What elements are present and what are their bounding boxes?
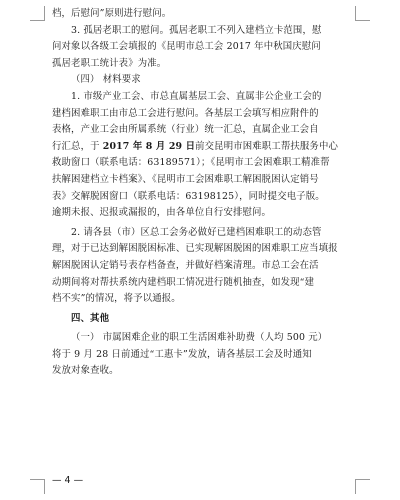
paragraph-line: 动期间将对帮扶系统内建档职工情况进行随机抽查，如发现“建 xyxy=(52,276,315,288)
page-number: — 4 — xyxy=(52,475,84,486)
paragraph-line: 扶解困建档立卡档案》、《昆明市工会困难职工解困脱困认定销号 xyxy=(52,173,319,185)
text-segment: 行汇总，于 xyxy=(52,140,103,152)
section-heading-other: 四、其他 xyxy=(71,312,110,324)
paragraph-line: 表》交解脱困窗口（联系电话：63198125），同时提交电子版。 xyxy=(52,190,325,202)
paragraph-line: 档不实”的情况，将予以通报。 xyxy=(52,293,181,305)
paragraph-line: 救助窗口（联系电话：63189571）；《昆明市工会困难职工精准帮 xyxy=(52,157,330,169)
paragraph-line: 2. 请各县（市）区总工会务必做好已建档困难职工的动态管 xyxy=(71,226,322,238)
paragraph-line: 孤居老职工统计表》为准。 xyxy=(52,57,167,69)
deadline-date: 2017 年 8 月 29 日 xyxy=(102,140,196,152)
text-segment: 前交昆明市困难职工帮扶服务中心 xyxy=(195,140,339,152)
paragraph-line: （一） 市属困难企业的职工生活困难补助费（人均 500 元） xyxy=(71,332,328,344)
paragraph-line: 理，对于已达到解困脱困标准、已实现解困脱困的困难职工应当填报 xyxy=(52,243,338,255)
paragraph-line: 发放对象查收。 xyxy=(52,365,119,377)
paragraph-line: 表格，产业工会由所属系统（行业）统一汇总，直属企业工会自 xyxy=(52,124,319,136)
section-heading-materials: （四） 材料要求 xyxy=(71,74,141,86)
paragraph-line: 建档困难职工由市总工会进行慰问。各基层工会填写相应附件的 xyxy=(52,107,319,119)
document-body xyxy=(52,6,350,380)
paragraph-line: 逾期未报、迟报或漏报的，由各单位自行安排慰问。 xyxy=(52,207,272,219)
crop-mark-top-right xyxy=(355,6,370,21)
paragraph-line: 1. 市级产业工会、市总直属基层工会、直属非公企业工会的 xyxy=(71,90,322,102)
crop-mark-bottom-left xyxy=(30,479,45,494)
crop-mark-top-left xyxy=(30,6,45,21)
paragraph-line: 将于 9 月 28 日前通过“工惠卡”发放，请各基层工会及时通知 xyxy=(52,348,312,360)
crop-mark-bottom-right xyxy=(355,479,370,494)
paragraph-line xyxy=(52,139,350,156)
paragraph-line: 档，后慰问”原则进行慰问。 xyxy=(52,8,172,19)
paragraph-line: 3. 孤居老职工的慰问。孤居老职工不列入建档立卡范围，慰 xyxy=(71,24,322,36)
paragraph-line: 解困脱困认定销号表存档备查，并做好档案清理。市总工会在活 xyxy=(52,259,319,271)
paragraph-line: 问对象以各级工会填报的《昆明市总工会 2017 年中秋国庆慰问 xyxy=(52,41,321,53)
